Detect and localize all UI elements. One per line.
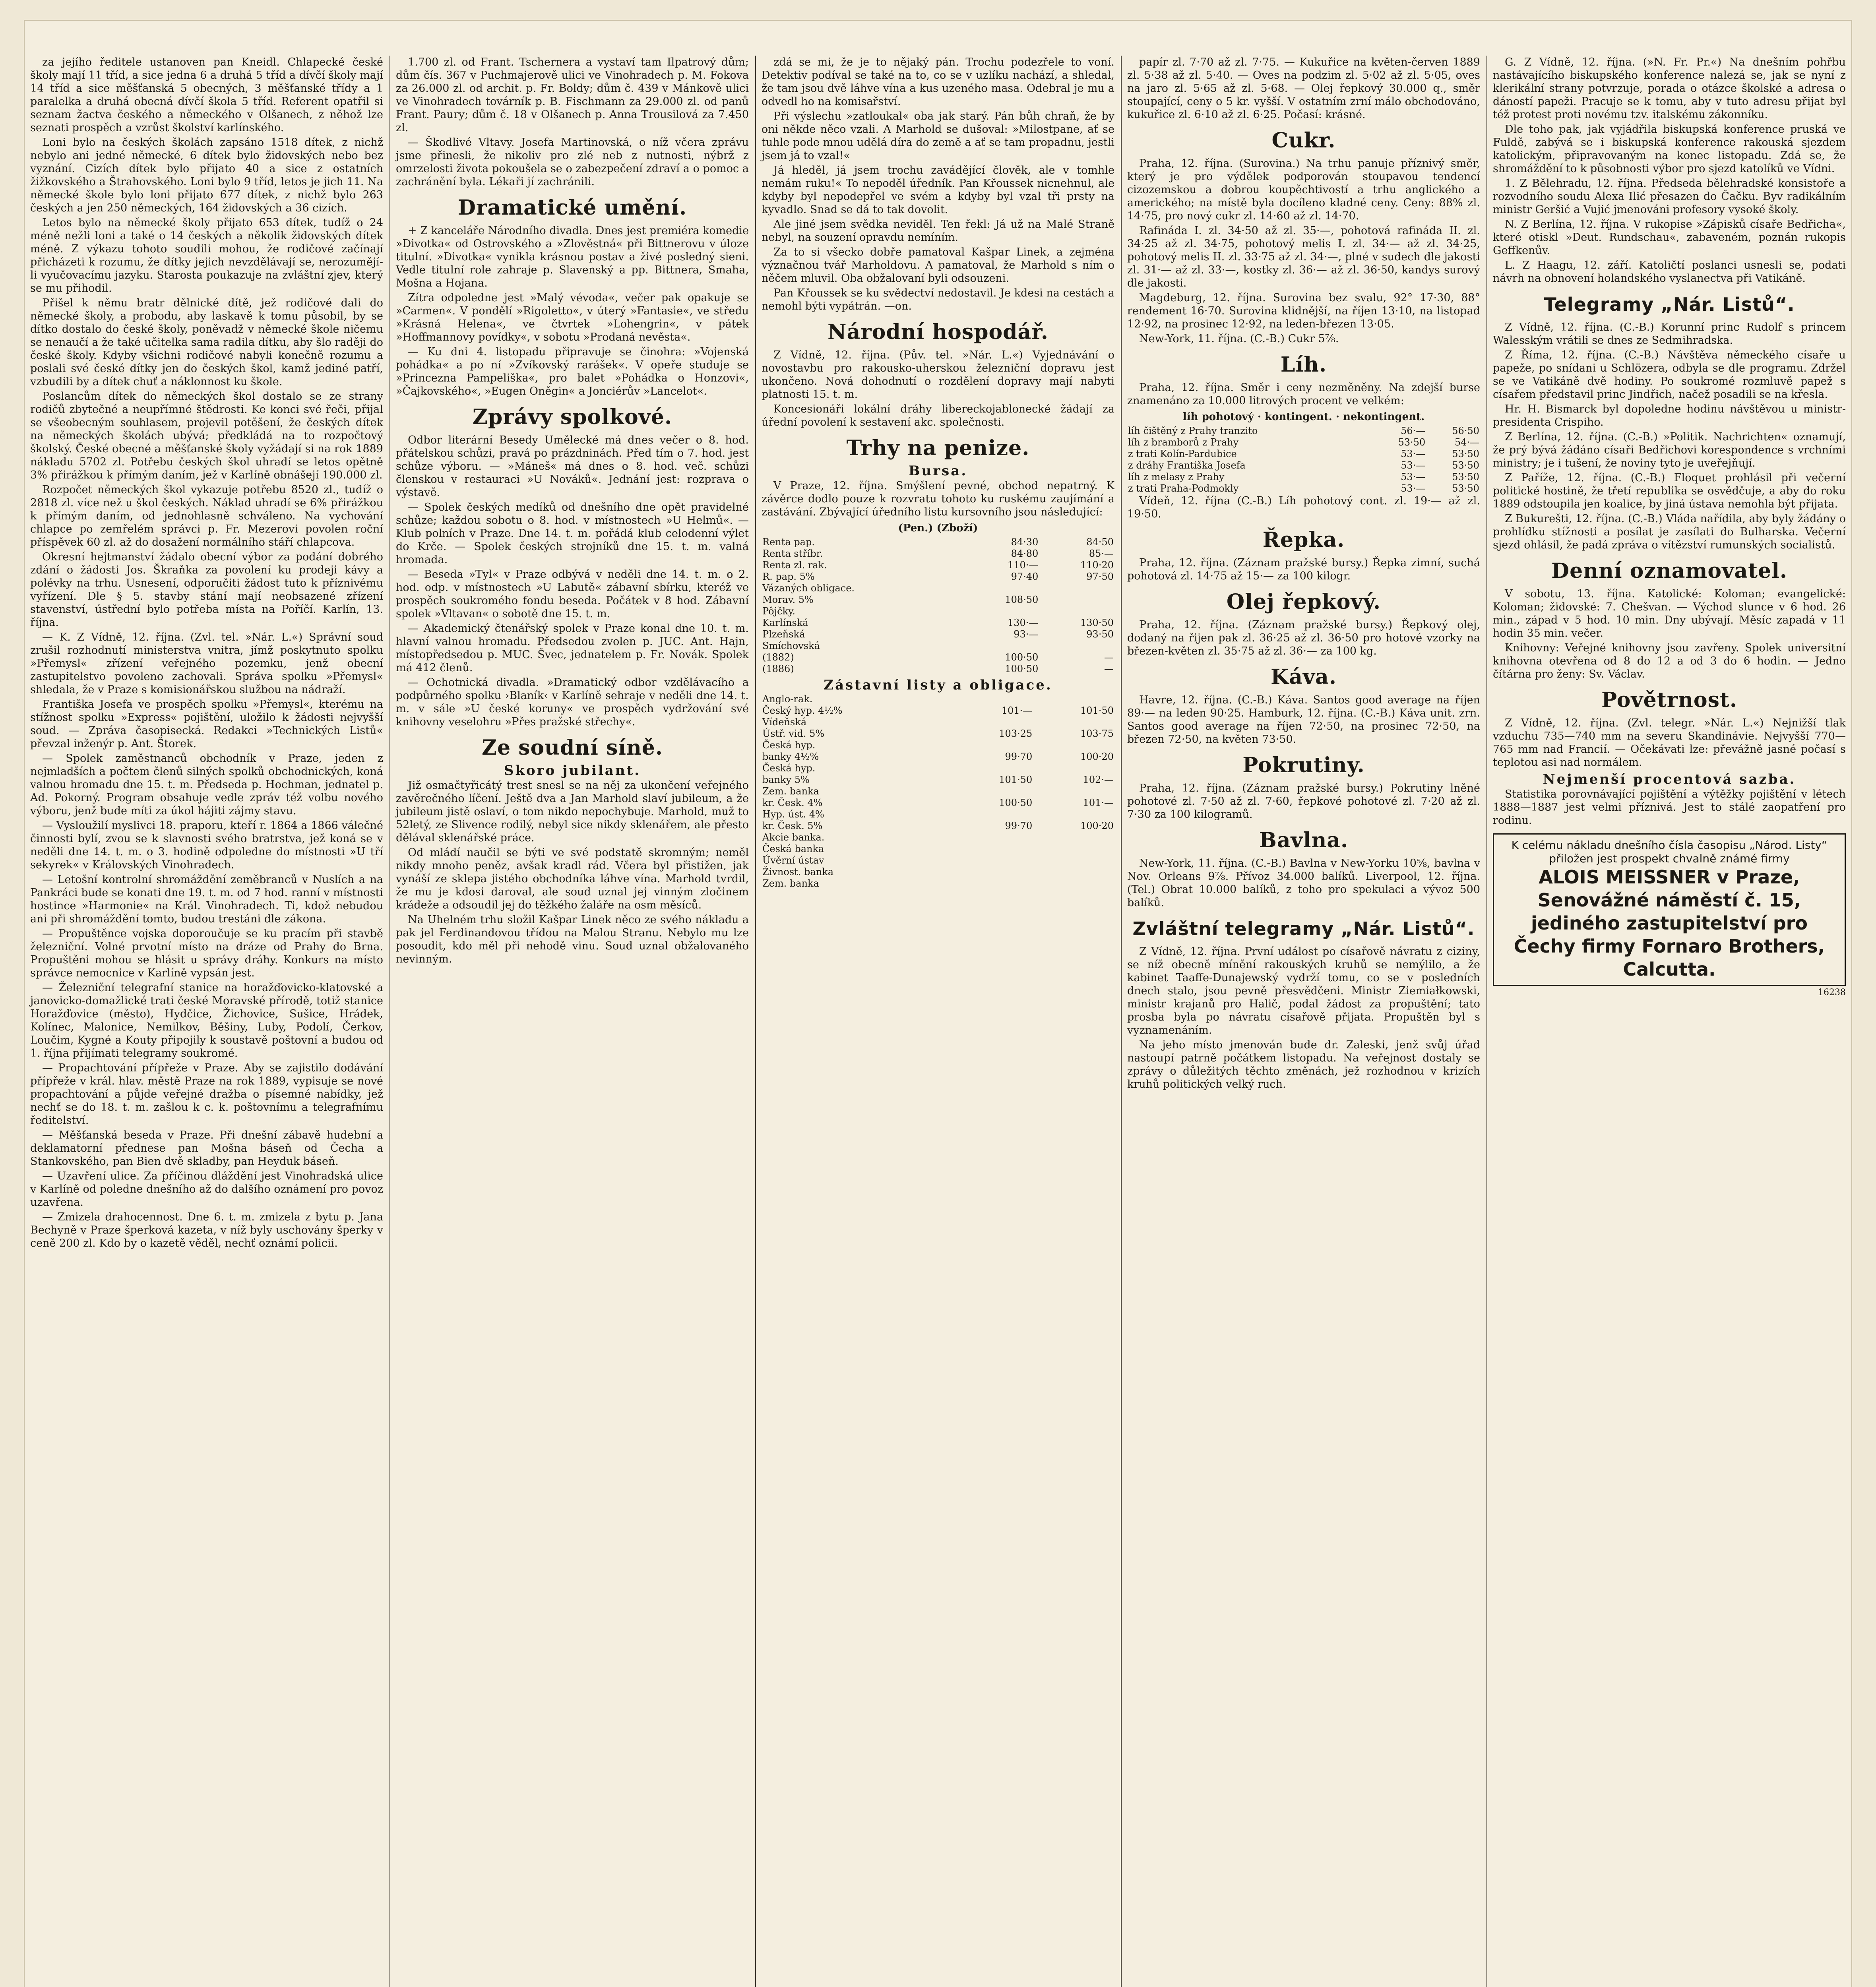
table-cell: Ústř. vid. 5% [762, 728, 825, 739]
table-cell: 110·— [1007, 560, 1039, 571]
table-cell [1033, 693, 1114, 705]
table-row [762, 786, 1114, 797]
table-row [762, 855, 1114, 866]
section-heading: Líh. [1280, 352, 1327, 377]
article-paragraph: Odbor literární Besedy Umělecké má dnes večer o 8. hod. přátelskou schůzi, pravá po prázdninách. Před tím o 7. hod. jest schůze výboru. — »Máneš« má dnes o 8. hod. več. schůzi členskou v restauraci »U Nováků«. Jednání jest: rozprava o výstavě. [396, 434, 749, 499]
article-paragraph: Z Vídně, 12. října. (C.-B.) Korunní princ Rudolf s princem Walesským vrátili se dnes ze Sedmihradska. [1493, 321, 1846, 347]
table-cell: 101·50 [1080, 705, 1114, 716]
table-row [762, 832, 1114, 843]
telegram-heading: Telegramy „Nár. Listů“. [1544, 294, 1795, 315]
table-cell: líh z bramborů z Prahy [1128, 437, 1239, 448]
table-row [1127, 471, 1480, 483]
table-row [762, 717, 1114, 728]
table-row [762, 606, 1114, 617]
section-heading: Dramatické umění. [457, 196, 687, 220]
article-paragraph: Hr. H. Bismarck byl dopoledne hodinu návštěvou u ministr-presidenta Crispiho. [1493, 403, 1846, 428]
article-paragraph: Rafináda I. zl. 34·50 až zl. 35·—, pohotová rafináda II. zl. 34·25 až zl. 34·75, pohotový melis I. zl. 34·— až zl. 34·25, pohotový melis II. zl. 33·75 až zl. 34·—, plné v sudech dle jakosti zl. 31·— až zl. 33·—, kostky zl. 36·— až zl. 36·50, kandys surový dle jakosti. [1127, 225, 1480, 289]
table-cell [1033, 832, 1114, 843]
table-cell: Česká hyp. [762, 740, 816, 751]
table-cell: 84·50 [1086, 536, 1114, 548]
article-paragraph: — Ochotnická divadla. »Dramatický odbor vzdělávacího a podpůrného spolku ›Blaník‹ v Karlíně sehraje v neděli dne 14. t. m. v sále »U české koruny« ve prospěch vydržování své knihovny veselohru »Přes pražské střechy«. [396, 676, 749, 728]
table-cell [964, 606, 1039, 617]
table-cell: Morav. 5% [762, 594, 814, 605]
ad-intro: K celému nákladu dnešního čísla časopisu „Národ. Listy“ přiložen jest prospekt chvalně známé firmy [1511, 839, 1828, 865]
table-cell [952, 740, 1033, 751]
table-row [1127, 483, 1480, 494]
table-cell [952, 763, 1033, 774]
table-cell: 101·50 [999, 774, 1033, 785]
article-paragraph: Na jeho místo jmenován bude dr. Zaleski, jenž svůj úřad nastoupí patrně počátkem listopadu. Na veřejnost dostaly se zprávy o důležitých těchto změnách, jež rozhodnou v krizích kruhů politických velký ruch. [1127, 1039, 1480, 1090]
table-row [1127, 425, 1480, 437]
article-paragraph: New-York, 11. října. (C.-B.) Bavlna v New-Yorku 10⅝, bavlna v Nov. Orleans 9⅞. Přívoz 34.000 balíků. Liverpool, 12. října. (Tel.) Obrat 10.000 balíků, z toho pro spekulaci a vývoz 500 balíků. [1127, 857, 1480, 909]
table-cell: 93·50 [1086, 629, 1114, 640]
table-cell: (1886) [762, 663, 794, 674]
article-paragraph: Dle toho pak, jak vyjádřila biskupská konference pruská ve Fuldě, zabývá se i biskupská konference rakouská sjezdem katolickým, připravovaným na konec listopadu. Zdá se, že shromáždění to k působnosti výbor pro sjezd katolíků ve Vídni. [1493, 123, 1846, 175]
table-cell: — [1104, 663, 1114, 674]
table-cell: Renta zl. rak. [762, 560, 827, 571]
table-row [762, 797, 1114, 809]
article-paragraph: Praha, 12. října. (Záznam pražské bursy.) Řepka zimní, suchá pohotová zl. 14·75 až 15·— za 100 kilogr. [1127, 557, 1480, 582]
article-paragraph: Z Bukurešti, 12. října. (C.-B.) Vláda nařídila, aby byly žádány o prohlídku stížnosti a posílat je zasílati do Bulharska. Večerní sjezd ohlásil, že padá zpráva o vítězství rumunských socialistů. [1493, 513, 1846, 551]
table-cell: banky 5% [762, 774, 810, 785]
article-paragraph: Letos bylo na německé školy přijato 653 dítek, tudíž o 24 méně nežli loni a také o 14 českých a několik židovských dítek méně. Z výkazu tohoto soudili mohou, že rodičové začínají přicházeti k rozumu, že dítky jejich nevzdělávají se, nerozumějí-li vyučovacímu jazyku. Starosta poukazuje na zvláštní zjev, který se mu přihodil. [30, 217, 383, 294]
table-cell: Vázaných obligace. [762, 583, 855, 594]
table-cell: z trati Praha-Podmokly [1128, 483, 1239, 494]
table-cell: 130·50 [1080, 617, 1114, 628]
article-paragraph: L. Z Haagu, 12. září. Katoličtí poslanci usnesli se, podati návrh na obnovení holandského vyslanectva při Vatikáně. [1493, 259, 1846, 285]
table-row [1127, 437, 1480, 448]
table-row [762, 548, 1114, 560]
article-paragraph: Praha, 12. října. (Záznam pražské bursy.) Řepkový olej, dodaný na řijen pak zl. 36·25 až zl. 36·50 pro hotové vzorky na březen-květen zl. 35·75 až zl. 36·— za 100 kg. [1127, 619, 1480, 657]
table-cell: 99·70 [1005, 751, 1033, 762]
text-column-1 [28, 56, 386, 1987]
table-row [762, 751, 1114, 763]
article-paragraph: papír zl. 7·70 až zl. 7·75. — Kukuřice na květen-červen 1889 zl. 5·38 až zl. 5·40. — Oves na podzim zl. 5·02 až zl. 5·05, oves na jaro zl. 5·65 až zl. 5·68. — Olej řepkový 30.000 q., směr stoupající, ceny o 5 kr. vyšší. V ostatním zrní málo obchodováno, kukuřice zl. 6·10 až zl. 6·25. Počasí: krásné. [1127, 56, 1480, 121]
article-paragraph: Havre, 12. října. (C.-B.) Káva. Santos good average na říjen 89·— na leden 90·25. Hamburk, 12. října. (C.-B.) Káva unit. zrn. Santos good average na říjen 72·50, na prosinec 72·50, na březen 72·50, na květen 73·50. [1127, 694, 1480, 746]
table-cell: 110·20 [1080, 560, 1114, 571]
table-cell [1033, 740, 1114, 751]
ad-number: 16238 [1818, 988, 1846, 997]
article-paragraph: Františka Josefa ve prospěch spolku »Přemysl«, kterému na stížnost spolku »Express« pojištění, uložilo k žádosti nejvyšší soud. — Zpráva časopisecká. Redakci »Technických Listů« převzal inženýr p. Ant. Štorek. [30, 698, 383, 750]
table-cell: Anglo-rak. [762, 693, 813, 705]
table-cell: 54·— [1454, 437, 1479, 448]
table-row [762, 763, 1114, 774]
text-column-3 [759, 56, 1117, 1987]
article-paragraph: Z Berlína, 12. října. (C.-B.) »Politik. Nachrichten« oznamují, že prý bývá žádáno císaři Bedřichovi korespondence s vrchními ministry; je i tušení, že noviny tyto je uveřejňují. [1493, 431, 1846, 469]
table-row [762, 774, 1114, 786]
table-cell: — [1104, 652, 1114, 663]
quote-table [762, 536, 1114, 675]
table-cell: 53·50 [1452, 448, 1479, 459]
article-paragraph: Již osmačtyřicátý trest snesl se na něj za ukončení veřejného zavěrečného líčení. Ještě dva a Jan Marhold slaví jubileum, a že jubileum jistě oslaví, o tom nikdo nepochybuje. Marhold, muž to 52letý, ze Slivence rodilý, nebyl sice nikdy sklenářem, ale přesto dělával sklenářské práce. [396, 779, 749, 844]
article-paragraph: Ale jiné jsem svědka neviděl. Ten řekl: Já už na Malé Straně nebyl, na souzení opravdu nemíním. [762, 218, 1114, 244]
table-cell: 100·50 [1005, 663, 1039, 674]
subheading: Skoro jubilant. [504, 763, 641, 779]
table-cell: 85·— [1089, 548, 1114, 559]
table-row [762, 820, 1114, 832]
section-heading: Povětrnost. [1601, 688, 1737, 712]
table-cell [1033, 878, 1114, 889]
article-paragraph: Knihovny: Veřejné knihovny jsou zavřeny. Spolek universitní knihovna otevřena od 8 do 12 a od 3 do 6 hodin. — Jedno čítárna pro ženy: Sv. Václav. [1493, 642, 1846, 680]
table-header: (Pen.) (Zboží) [898, 522, 978, 534]
article-paragraph: — Letošní kontrolní shromáždění zeměbranců v Nuslích a na Pankráci bude se konati dne 19. t. m. od 7 hod. ranní v místnosti hostince »Harmonie« na Král. Vinohradech. Ti, kdož nebudou ani při shromáždění tomto, budou trestáni dle zákona. [30, 873, 383, 925]
table-cell: 53·50 [1452, 471, 1479, 482]
newspaper-page [24, 20, 1852, 1987]
table-cell: 84·30 [1011, 536, 1039, 548]
table-cell [952, 693, 1033, 705]
article-paragraph: Magdeburg, 12. října. Surovina bez svalu, 92° 17·30, 88° rendement 16·70. Surovina klidnější, na říjen 13·10, na listopad 12·92, na prosinec 12·92, na leden-březen 13·05. [1127, 292, 1480, 330]
table-cell: (1882) [762, 652, 794, 663]
article-paragraph: — Vysloužilí myslivci 18. praporu, kteří r. 1864 a 1866 válečné činnosti bylí, zvou se k slavnosti svého bratrstva, jež koná se v neděli dne 14. t. m. o 3. hodině odpoledne do místnosti »U tří sekyrek« v Královských Vinohradech. [30, 819, 383, 871]
table-cell [1033, 763, 1114, 774]
table-cell: 108·50 [1005, 594, 1039, 605]
table-cell: líh z melasy z Prahy [1128, 471, 1225, 482]
article-paragraph: Praha, 12. října. (Záznam pražské bursy.) Pokrutiny lněné pohotové zl. 7·50 až zl. 7·60, řepkové pohotové zl. 7·20 až zl. 7·30 za 100 kilogramů. [1127, 782, 1480, 821]
table-cell [952, 786, 1033, 797]
section-heading: Káva. [1271, 665, 1337, 689]
section-heading: Denní oznamovatel. [1551, 559, 1787, 583]
table-cell: Pôjčky. [762, 606, 796, 617]
article-paragraph: N. Z Berlína, 12. října. V rukopise »Zápisků císaře Bedřicha«, které otiskl »Deut. Rundschau«, zabaveném, poznán rukopis Geffkenův. [1493, 218, 1846, 257]
table-cell: Hyp. úst. 4% [762, 809, 824, 820]
text-column-4 [1125, 56, 1483, 1987]
article-paragraph: Na Uhelném trhu složil Kašpar Linek něco ze svého nákladu a pak jel Ferdinandovou třídou na Malou Stranu. Nebylo mu lze posoudit, kdo měl při nehodě vinu. Soud uznal obžalovaného nevinným. [396, 914, 749, 965]
table-cell: Česká hyp. [762, 763, 816, 774]
table-cell: kr. Česk. 4% [762, 797, 823, 808]
table-cell: 56·— [1401, 425, 1426, 436]
table-row [762, 740, 1114, 751]
article-paragraph: Při výslechu »zatloukal« oba jak starý. Pán bůh chraň, že by oni někde něco vzali. A Marhold se dušoval: »Milostpane, ať se tuhle pode mnou udělá díra do země a ať se tam propadnu, jestli jsem já to vzal!« [762, 110, 1114, 162]
subheading: Nejmenší procentová sazba. [1543, 771, 1796, 787]
table-row [762, 571, 1114, 583]
article-paragraph: Loni bylo na českých školách zapsáno 1518 dítek, z nichž nebylo ani jedné německé, 6 dítek bylo židovských nebo bez vyznání. Cizích dítek bylo přijato 40 a sice z ostatních žižkovského a Štrahovského. Loni bylo 9 tříd, letos je jich 11. Na německé škole bylo loni přijato 677 dítek, z nichž bylo 263 českých a jen 250 německých, 164 židovských a 36 cizích. [30, 136, 383, 214]
table-row [1127, 460, 1480, 471]
column-divider [1121, 56, 1122, 1987]
section-heading: Národní hospodář. [828, 320, 1048, 344]
table-cell: Zem. banka [762, 878, 819, 889]
table-cell: 56·50 [1452, 425, 1479, 436]
table-cell: Česká banka [762, 843, 824, 854]
section-heading: Bavlna. [1259, 828, 1349, 852]
table-cell: Živnost. banka [762, 866, 834, 877]
section-heading: Cukr. [1271, 128, 1336, 153]
table-cell: 93·— [1014, 629, 1039, 640]
table-cell: Úvěrní ústav [762, 855, 824, 866]
table-cell: líh čištěný z Prahy tranzito [1128, 425, 1258, 436]
article-paragraph: Zítra odpoledne jest »Malý vévoda«, večer pak opakuje se »Carmen«. V pondělí »Rigoletto«, v úterý »Fantasie«, ve středu »Krásná Helena«, ve čtvrtek »Lohengrin«, v pátek »Hoffmannovy povídky«, v sobotu »Prodaná nevěsta«. [396, 292, 749, 343]
table-row [762, 705, 1114, 717]
table-cell: 130·— [1007, 617, 1039, 628]
subheading: Bursa. [908, 463, 968, 479]
table-cell: 102·— [1083, 774, 1114, 785]
table-row [762, 663, 1114, 675]
table-row [1127, 448, 1480, 460]
table-cell [952, 717, 1033, 728]
article-paragraph: — Uzavření ulice. Za příčinou dláždění jest Vinohradská ulice v Karlíně od poledne dnešního až do dalšího oznámení pro povoz uzavřena. [30, 1170, 383, 1208]
table-row [762, 809, 1114, 820]
column-divider [1486, 56, 1487, 1987]
article-paragraph: Z Paříže, 12. října. (C.-B.) Floquet prohlásil při večerní politické hostině, že třetí republika se osvědčuje, a aby do roku 1889 odstoupila jen koalice, by jiná ústava nemohla být přijata. [1493, 472, 1846, 510]
article-paragraph: G. Z Vídně, 12. října. (»N. Fr. Pr.«) Na dnešním pohřbu nastávajícího biskupského konference nalezá se, jak se nyní z klerikální strany potvrzuje, porada o otázce školské a adresa o dáností papeži. Pracuje se k tomu, aby v tuto adresu přijat byl též protest proti novému tzv. italskému zákonníku. [1493, 56, 1846, 121]
table-cell: 53·— [1401, 448, 1426, 459]
table-header: líh pohotový · kontingent. · nekontingent. [1182, 411, 1425, 423]
table-cell [1033, 786, 1114, 797]
section-heading: Trhy na penize. [846, 436, 1030, 460]
table-cell: kr. Česk. 5% [762, 820, 823, 831]
article-paragraph: — Měšťanská beseda v Praze. Při dnešní zábavě hudební a deklamatorní přednese pan Mošna báseň od Čecha a Stankovského, pan Bien dvě skladby, pan Heyduk báseň. [30, 1129, 383, 1168]
quote-table [1127, 425, 1480, 494]
table-cell: 53·— [1401, 471, 1426, 482]
table-cell [1033, 866, 1114, 878]
telegram-heading: Zvláštní telegramy „Nár. Listů“. [1132, 918, 1475, 939]
table-cell [1039, 583, 1114, 594]
article-paragraph: 1. Z Bělehradu, 12. října. Předseda bělehradské konsistoře a rozvodního soudu Alexa Ilić přesazen do Čačku. Byv radikálním ministr Geršić a Vujić jmenováni profesory vysoké školy. [1493, 177, 1846, 216]
table-cell: 53·— [1401, 483, 1426, 494]
article-paragraph: Za to si všecko dobře pamatoval Kašpar Linek, a zejména význačnou tvář Marholdovu. A pamatoval, že Marhold s ním o něčem mluvil. Oba obžalovaní byli odsouzeni. [762, 246, 1114, 285]
table-cell [952, 855, 1033, 866]
quote-table [762, 693, 1114, 889]
article-paragraph: — Beseda »Tyl« v Praze odbývá v neděli dne 14. t. m. o 2. hod. odp. v místnostech »U Labutě« zábavní sbírku, kteréž ve prospěch soukromého fondu beseda. Počátek v 8 hod. Zábavní spolek »Vltavan« o sobotě dne 15. t. m. [396, 568, 749, 620]
table-cell: 100·50 [999, 797, 1033, 808]
table-row [762, 536, 1114, 548]
article-paragraph: Rozpočet německých škol vykazuje potřebu 8520 zl., tudíž o 2818 zl. více než u škol českých. Náklad uhradí se 6% přirážkou k přímým daním, od jednohlasně schváleno. Na vychování chlapce po zemřelém správci p. Fr. Mezerovi povolen roční příspěvek 60 zl. až do dosažení normálního stáří chlapcova. [30, 484, 383, 548]
column-divider [755, 56, 756, 1987]
table-cell: 100·50 [1005, 652, 1039, 663]
article-paragraph: + Z kanceláře Národního divadla. Dnes jest premiéra komedie »Divotka« od Ostrovského a »Zlověstná« při Bittnerovu v úloze titulní. »Divotka« vynikla krásnou postav a živé posledný sieni. Vedle titulní role zahraje p. Slavenský a pp. Bittnera, Smaha, Mošna a Hojana. [396, 225, 749, 289]
article-paragraph: Vídeň, 12. října (C.-B.) Líh pohotový cont. zl. 19·— až zl. 19·50. [1127, 495, 1480, 520]
article-paragraph: Přišel k němu bratr dělnické dítě, jež rodičové dali do německé školy, a probodu, aby laskavě k tomu působil, by se dítko dostalo do české školy, poněvadž v německé škole ničemu se nenaučí a že také učitelka sama radila dítku, aby šlo raději do české školy. Kdyby všichni rodičové nabyli konečně rozumu a poslali své české dítky jen do českých škol, kamž jediné patří, vzbudili by a dítek chuť a náklonnost ku škole. [30, 297, 383, 388]
table-cell: 100·20 [1080, 751, 1114, 762]
table-cell: 97·40 [1011, 571, 1039, 582]
table-cell: R. pap. 5% [762, 571, 815, 582]
article-paragraph: — Zmizela drahocennost. Dne 6. t. m. zmizela z bytu p. Jana Bechyně v Praze šperková kazeta, v níž byly uschovány šperky v ceně 200 zl. Kdo by o kazetě věděl, nechť oznámí policii. [30, 1211, 383, 1249]
table-cell: z trati Kolín-Pardubice [1128, 448, 1237, 459]
article-paragraph: — Propachtování přípřeže v Praze. Aby se zajistilo dodávání přípřeže v král. hlav. městě Praze na rok 1889, vypisuje se nové propachtování a půjde veřejné dražba o písemné nabídky, jež nechť se do 18. t. m. zašlou k c. k. poštovnímu a telegrafnímu ředitelství. [30, 1062, 383, 1127]
article-paragraph: — Škodlivé Vltavy. Josefa Martinovská, o níž včera zprávu jsme přinesli, že nikoliv pro zlé neb z nutnosti, nýbrž z omrzelosti života pokoušela se o zabezpečení zdraví a o pomoc a zachránění byla. Lékaři jí zachránili. [396, 136, 749, 188]
section-heading: Ze soudní síně. [482, 736, 663, 760]
table-row [762, 866, 1114, 878]
article-paragraph: Praha, 12. října. (Surovina.) Na trhu panuje příznivý směr, který je pro výdělek podporován stoupavou tendencí cizozemskou a dobrou koupěchtivostí a trhu anglického a amerického; na místě byla docíleno kladné ceny. Ceny: 88% zl. 14·75, pro nový cukr zl. 14·60 až zl. 14·70. [1127, 157, 1480, 222]
table-cell: 53·— [1401, 460, 1426, 471]
article-paragraph: Poslancům dítek do německých škol dostalo se ze strany rodičů zbytečné a neupřímné štědrosti. Ke konci své řeči, přijal se všeobecným souhlasem, projevil potěšení, že českých dítek na německých školách ubývá; předkládá na to rozpočtový školský. České obecné a měšťanské školy vyžádají si na rok 1889 nákladu 5702 zl. Potřebu českých škol uhradí se letos opětně 3% přirážkou k přímým daním, jež v Karlíně obnášejí 190.000 zl. [30, 390, 383, 481]
table-cell: Renta stříbr. [762, 548, 823, 559]
table-cell: 53·50 [1452, 483, 1479, 494]
table-cell [1033, 843, 1114, 855]
article-paragraph: 1.700 zl. od Frant. Tschernera a vystaví tam Ilpatrový dům; dům čís. 367 v Puchmajerově ulici ve Vinohradech p. M. Fokova za 26.000 zl. od archit. p. Fr. Boldy; dům č. 439 v Mánkově ulici ve Vinohradech továrník p. B. Fischmann za 29.000 zl. od panů Frant. Paury; dům č. 18 v Olšanech p. Anna Trousilová za 7.450 zl. [396, 56, 749, 134]
section-heading: Zprávy spolkové. [472, 405, 672, 429]
article-paragraph: Praha, 12. října. Směr i ceny nezměněny. Na zdejší burse znamenáno za 10.000 litrových procent ve velkém: [1127, 382, 1480, 407]
table-cell [1033, 809, 1114, 820]
table-cell: Český hyp. 4½% [762, 705, 843, 716]
table-row [762, 878, 1114, 889]
table-row [762, 560, 1114, 571]
article-paragraph: V Praze, 12. října. Smýšlení pevné, obchod nepatrný. K závěrce dodlo pouze k rozvratu tohoto ku ruskému zaujímání a zastávání. Zbývající úředního listu kursovního jsou následující: [762, 480, 1114, 518]
table-row [762, 652, 1114, 663]
article-paragraph: New-York, 11. října. (C.-B.) Cukr 5⅞. [1139, 333, 1339, 345]
table-cell [1033, 855, 1114, 866]
section-heading: Olej řepkový. [1226, 590, 1381, 614]
article-paragraph: — Propuštěnce vojska doporoučuje se ku pracím při stavbě železniční. Volné prvotní místo na dráze od Prahy do Brna. Propuštěni mohou se hlásit u správy dráhy. Konkurs na místo správce nemocnice v Karlíně vypsán jest. [30, 928, 383, 979]
table-cell: 97·50 [1086, 571, 1114, 582]
table-cell: Zem. banka [762, 786, 819, 797]
article-paragraph: — Ku dni 4. listopadu připravuje se činohra: »Vojenská pohádka« a po ní »Zvíkovský rarášek«. V opeře studuje se »Princezna Pampeliška«, pro balet »Pohádka o Honzovi«, »Čajkovského«, »Eugen Oněgin« a Jonciérův »Lancelot«. [396, 346, 749, 397]
text-column-2 [393, 56, 751, 1987]
table-cell: 103·75 [1080, 728, 1114, 739]
table-row [762, 629, 1114, 640]
article-paragraph: — Spolek českých medíků od dnešního dne opět pravidelné schůze; každou sobotu o 8. hod. v místnostech »U Helmů«. — Klub polních v Praze. Dne 14. t. m. pořádá klub celodenní výlet do Krče. — Spolek českých strojníků dne 15. t. m. valná hromada. [396, 501, 749, 566]
table-cell: 101·— [1083, 797, 1114, 808]
table-cell [1039, 594, 1114, 606]
table-cell: Smíchovská [762, 640, 820, 651]
table-cell: Akcie banka. [762, 832, 825, 843]
article-paragraph: Statistika porovnávající pojištění a výtěžky pojištění v létech 1888—1887 jest velmi příznivá. Jest to stálé zaopatření pro rodinu. [1493, 788, 1846, 827]
table-cell: 84·80 [1011, 548, 1039, 559]
table-cell: Vídeňská [762, 717, 807, 728]
table-cell: 100·20 [1080, 820, 1114, 831]
article-paragraph: za jejího ředitele ustanoven pan Kneidl. Chlapecké české školy mají 11 tříd, a sice jedna 6 a druhá 5 tříd a dívčí školy mají 14 tříd a sice měšťanská 5 obecných, 3 měšťanské třídy a 1 paralelka a druhá obecná dívčí škola 5 tříd. Referent opatřil si seznam žactva českého a německého v Olšanech, z něhož lze seznati prospěch a vzrůst školství karlínského. [30, 56, 383, 134]
table-cell [1033, 717, 1114, 728]
table-cell: Plzeňská [762, 629, 805, 640]
advertisement-box [1493, 833, 1846, 986]
table-cell [964, 583, 1039, 594]
table-row [762, 843, 1114, 855]
article-paragraph: Okresní hejtmanství žádalo obecní výbor za podání dobrého zdání o žádosti Jos. Škraňka za povolení ku prodeji kávy a polévky na trhu. Usnesení, odporučiti žádost tuto k příznivému vyřízení. Dle § 5. stavby stání mají neobsazené zřízení stavenství, ústřední bylo potřeba místa na Poříčí. Karlín, 13. října. [30, 551, 383, 629]
table-cell: 53·50 [1398, 437, 1426, 448]
table-cell [952, 878, 1033, 889]
table-cell: z dráhy Františka Josefa [1128, 460, 1246, 471]
table-cell [1039, 640, 1114, 652]
subheading: Zástavní listy a obligace. [824, 677, 1052, 693]
table-row [762, 640, 1114, 652]
section-heading: Pokrutiny. [1242, 753, 1365, 777]
article-paragraph: — K. Z Vídně, 12. října. (Zvl. tel. »Nár. L.«) Správní soud zrušil rozhodnutí ministerstva vnitra, jímž poskytnuto spolku »Přemysl« zřízení veřejného pozemku, jenž obecní zastupitelstvo povoleno zachovali. Správa spolku »Přemysl« shledala, že v Praze s komisionářskou službou na nádraží. [30, 631, 383, 696]
table-cell: 103·25 [999, 728, 1033, 739]
article-paragraph: zdá se mi, že je to nějaký pán. Trochu podezřele to voní. Detektiv podíval se také na to, co se v uzlíku nachází, a shledal, že tam jsou dvě láhve vína a kus uzeného masa. Odebral je mu a odvedl ho na komisařství. [762, 56, 1114, 108]
table-cell: Renta pap. [762, 536, 815, 548]
table-cell: 101·— [1001, 705, 1033, 716]
table-row [762, 583, 1114, 594]
table-cell: Karlínská [762, 617, 808, 628]
article-paragraph: Pan Křoussek se ku svědectví nedostavil. Je kdesi na cestách a nemohl býti vypátrán. —on. [762, 287, 1114, 312]
table-cell: 99·70 [1005, 820, 1033, 831]
article-paragraph: Já hleděl, já jsem trochu zavádějící člověk, ale v tomhle nemám ruku!« To nepoděl úředník. Pan Křoussek nicnehnul, ale kdyby byl nepodepřel ve svém a kdyby byl vzal tři prsty na kyvadlo. Snad se dá to tak dovolit. [762, 164, 1114, 216]
table-row [762, 617, 1114, 629]
section-heading: Řepka. [1262, 528, 1345, 552]
table-cell: banky 4½% [762, 751, 819, 762]
article-paragraph: — Spolek zaměstnanců obchodník v Praze, jeden z nejmladších a počtem členů silných spolků obchodnických, koná valnou hromadu dne 15. t. m. Předseda p. Hochman, jednatel p. Ad. Pokorný. Program obsahuje vedle zpráv též volbu nového výboru, jenž bude míti za úkol hájiti zájmy stavu. [30, 752, 383, 817]
table-cell [952, 866, 1033, 878]
text-column-5 [1490, 56, 1848, 1987]
article-paragraph: — Akademický čtenářský spolek v Praze konal dne 10. t. m. hlavní valnou hromadu. Předsedou zvolen p. JUC. Ant. Hajn, místopředsedou p. MUC. Švec, jednatelem p. Fr. Novák. Spolek má 412 členů. [396, 622, 749, 674]
table-cell [952, 809, 1033, 820]
article-paragraph: Koncesionáři lokální dráhy libereckojablonecké žádají za úřední povolení k sestavení akc. společnosti. [762, 403, 1114, 428]
table-cell [952, 832, 1033, 843]
table-row [762, 693, 1114, 705]
article-paragraph: Z Říma, 12. října. (C.-B.) Návštěva německého císaře u papeže, po snídani u Schlözera, odbyla se dle programu. Zdržel se ve Vatikáně dvě hodiny. Po soukromé rozmluvě papež s císařem představil princ Jindřich, načež posadili se na křesla. [1493, 349, 1846, 401]
article-paragraph: Z Vídně, 12. října. (Zvl. telegr. »Nár. L.«) Nejnižší tlak vzduchu 735—740 mm na severu Skandinávie. Nejvyšší 770—765 mm nad Francií. — Očekávati lze: převážně jasné počasí s teplotou asi nad normálem. [1493, 717, 1846, 769]
table-cell [964, 640, 1039, 652]
table-row [762, 594, 1114, 606]
table-cell: 53·50 [1452, 460, 1479, 471]
table-cell [952, 843, 1033, 855]
article-paragraph: Od mládí naučil se býti ve své podstatě skromným; neměl nikdy mnoho peněz, avšak kradl rád. Včera byl přistižen, jak vynáší ze sklepa jistého obchodníka láhve vína. Marhold tvrdil, že mu je kdosi daroval, ale soud uznal jej vinným zločinem krádeže a odsoudil jej do těžkého žaláře na osm měsíců. [396, 846, 749, 911]
article-paragraph: Z Vídně, 12. října. (Pův. tel. »Nár. L.«) Vyjednávání o novostavbu pro rakousko-uherskou železniční dopravu jest ukončeno. Nová dohodnutí o rozdělení dopravy mají nabyti platnosti 15. t. m. [762, 349, 1114, 401]
table-cell [1039, 606, 1114, 617]
ad-firm: ALOIS MEISSNER v Praze, Senovážné náměstí č. 15, jediného zastupitelství pro Čechy firmy Fornaro Brothers, Calcutta. [1514, 866, 1825, 980]
table-row [762, 728, 1114, 740]
article-paragraph: Z Vídně, 12. října. První událost po císařově návratu z ciziny, se níž obecně mínění rakouských kruhů se nemýlilo, a že kabinet Taaffe-Dunajewský vydrží tomu, co se v posledních dnech stalo, jsou pevně přesvědčeni. Ministr Ziemiałkowski, ministr krajanů pro Halič, podal žádost za propuštění; tato prosba byla po návratu císařově přijata. Propuštěn byl s vyznamenáním. [1127, 945, 1480, 1036]
article-paragraph: V sobotu, 13. října. Katolické: Koloman; evangelické: Koloman; židovské: 7. Chešvan. — Východ slunce v 6 hod. 26 min., západ v 5 hod. 10 min. Dny ubývají. Měsíc zapadá v 11 hodin 35 min. večer. [1493, 588, 1846, 639]
article-paragraph: — Železniční telegrafní stanice na horažďovicko-klatovské a janovicko-domažlické trati české Moravské přírodě, totiž stanice Horažďovice (město), Hydčice, Žichovice, Sušice, Hrádek, Kolínec, Malonice, Nemilkov, Běšiny, Luby, Podolí, Čerkov, Loučim, Kygné a Kouty připojily k soustavě poštovní a budou od 1. října přijímati telegramy soukromé. [30, 982, 383, 1059]
